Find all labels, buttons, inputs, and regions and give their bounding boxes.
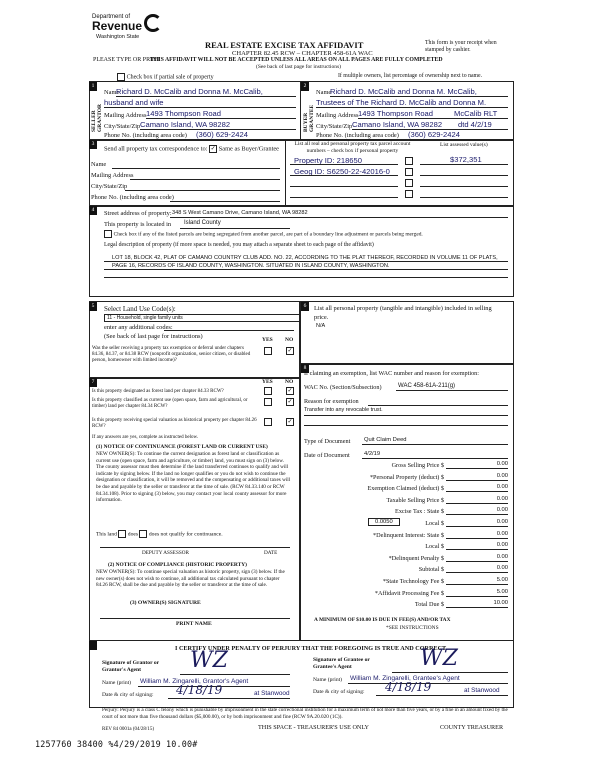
same-as-buyer-checkbox[interactable]: ✓ [210,146,216,152]
county-treasurer: COUNTY TREASURER [440,724,504,731]
tax-row-label: *Delinquent Interest: State $ [373,531,444,539]
logo-name: Revenue [92,19,143,33]
forest-q3-yes-checkbox[interactable] [264,418,272,426]
logo-state: Washington State [96,34,140,40]
tax-row-label: Local $ [425,543,444,551]
segregated-row[interactable] [104,230,423,238]
buyer-address-label: Mailing Address [316,112,359,119]
tax-row-value[interactable]: 0.00 [496,461,508,467]
same-as-buyer-label: Same as Buyer/Grantee [218,145,280,153]
forest-q2: Is this property classified as current use (open space, farm and agricultural, or timber) land per chapter 84.34 RCW? [92,398,248,410]
legal-label: Legal description of property (if more space is needed, you may attach a separate sheet to each page of the affidavit) [104,242,374,248]
street-value[interactable]: 348 S West Camano Drive, Camano Island, WA 98282 [172,210,308,216]
recording-stamp: 1257760 38400 %4/29/2019 10.00# [35,739,198,749]
tax-row-value[interactable]: 0.00 [496,519,508,525]
located-value[interactable]: Island County [184,220,221,226]
tax-row-label: Total Due $ [414,601,444,609]
seller-name-label: Name [104,89,120,96]
this-land-label: This land [96,531,117,538]
tax-correspondence-label: Send all property tax correspondence to: [104,145,208,153]
tax-row-label: Subtotal $ [418,566,444,574]
corr-city-label: City/State/Zip [91,183,128,190]
tax-row-value[interactable]: 5.00 [496,588,508,595]
grantor-name-label: Name (print) [102,680,132,686]
does-label: does [127,531,139,538]
receipt-note: This form is your receipt when stamped by cashier. [425,40,497,53]
seller-address-label: Mailing Address [104,112,147,119]
seller-phone-label: Phone No. (including area code) [104,132,187,139]
owner-signature-label: (3) OWNER(S) SIGNATURE [130,600,201,606]
buyer-dated[interactable]: dtd 4/2/19 [458,120,492,129]
forest-q1: Is this property designated as forest land per chapter 84.33 RCW? [92,389,224,394]
land-use-see-back: (See back of last page for instructions) [104,333,203,340]
seller-name-value-2[interactable]: husband and wife [104,98,164,107]
buyer-trust-note[interactable]: McCalib RLT [454,109,498,118]
doc-date-value[interactable]: 4/2/19 [364,451,381,457]
tax-row-label: Taxable Selling Price $ [386,496,444,504]
grantor-sig-label: Signature of Grantor or Grantor's Agent [102,660,160,673]
grantee-city-value[interactable]: at Stanwood [464,687,500,694]
grantee-name-value[interactable]: William M. Zingarelli, Grantee's Agent [350,675,460,682]
logo-swoosh-icon [144,14,162,32]
wac-label: WAC No. (Section/Subsection) [304,384,382,391]
tax-row-label: *Affidavit Processing Fee $ [374,589,444,597]
corr-address-label: Mailing Address [91,172,134,179]
section-2-number: 2 [301,82,309,91]
buyer-side-label: BUYER GRANTEE [303,104,315,132]
tax-row-value[interactable]: 0.00 [496,542,508,549]
parcels-header: List all real and personal property tax parcel account numbers – check box if personal property [294,141,411,154]
exemption-no-checkbox[interactable]: ✓ [287,348,293,354]
section-8-number: 8 [301,364,309,373]
tax-row-label: *Delinquent Penalty $ [388,554,444,562]
buyer-name-label: Name [316,89,332,96]
section-5-number: 5 [89,302,97,311]
see-back-top: (See back of last page for instructions) [256,64,341,70]
forest-q2-no-checkbox[interactable]: ✓ [287,399,293,405]
form-warning: THIS AFFIDAVIT WILL NOT BE ACCEPTED UNLESS ALL AREAS ON ALL PAGES ARE FULLY COMPLETED [150,57,443,63]
buyer-phone-value[interactable]: (360) 629-2424 [408,130,460,139]
buyer-name-value-2[interactable]: Trustees of The Richard D. McCalib and Donna M. [316,98,487,107]
tax-row-value[interactable]: 0.00 [496,553,508,560]
multiple-owners-note: If multiple owners, list percentage of ownership next to name. [338,73,483,79]
exemption-label: If claiming an exemption, list WAC number and reason for exemption: [304,370,479,377]
forest-q1-yes-checkbox[interactable] [264,387,272,395]
tax-row-value[interactable]: 0.00 [496,484,508,491]
tax-row-value[interactable]: 0.00 [496,530,508,537]
parcel-geo-id[interactable]: Geog ID: S6250-22-42016-0 [294,167,390,176]
seller-address-value[interactable]: 1493 Thompson Road [146,109,222,118]
partial-sale-label: Check box if partial sale of property [126,74,214,81]
tax-row-value[interactable]: 0.00 [496,507,508,514]
property-box [89,205,514,297]
exemption-question: Was the seller receiving a property tax exemption or deferral under chapters 84.36, 84.37, or 84.38 RCW (nonprofit organization, senior citizen, or disabled person, homeowner with limited income)? [92,346,251,364]
tax-row-value[interactable]: 0.00 [496,495,508,502]
segregated-checkbox[interactable] [104,230,112,238]
certify-statement: I CERTIFY UNDER PENALTY OF PERJURY THAT THE FOREGOING IS TRUE AND CORRECT. [175,645,448,652]
parcel-4-personal-checkbox[interactable] [405,190,413,198]
land-use-code[interactable]: 11 - Household, single family units [104,314,300,322]
exemption-yes-checkbox[interactable] [264,347,272,355]
assessed-value[interactable]: $372,351 [450,155,482,164]
grantor-date-label: Date & city of signing: [102,692,154,698]
parcel-3-personal-checkbox[interactable] [405,179,413,187]
doc-type-value[interactable]: Quit Claim Deed [364,437,407,443]
grantee-signature[interactable]: WZ [420,646,458,671]
tax-row-label: *State Technology Fee $ [382,578,444,585]
corr-name-label: Name [91,161,107,168]
additional-codes-label: enter any additional codes: [104,324,173,331]
segregated-note: Check box if any of the listed parcels are being segregated from another parcel, are part of a boundary line adjustment or parcels being merged. [113,231,423,238]
forest-q1-no-checkbox[interactable]: ✓ [287,388,293,394]
buyer-city-label: City/State/Zip [316,123,353,130]
located-label: This property is located in [104,221,172,228]
print-name-label: PRINT NAME [176,621,212,627]
doc-type-label: Type of Document [304,438,351,445]
tax-row-value[interactable]: 10.00 [493,600,508,607]
tax-row-value[interactable]: 0.00 [496,472,508,479]
section-1-number: 1 [89,82,97,91]
tax-row-value[interactable]: 0.00 [496,565,508,572]
grantee-date-value[interactable]: 4/18/19 [385,680,432,694]
grantor-city-value[interactable]: at Stanwood [254,690,290,697]
notice2-title: (2) NOTICE OF COMPLIANCE (HISTORIC PROPERTY) [108,562,247,568]
tax-row-value[interactable]: 5.00 [496,577,508,583]
parcel-property-id[interactable]: Property ID: 218650 [294,156,362,165]
tax-row-label: *Personal Property (deduct) $ [369,473,444,481]
notice1-title: (1) NOTICE OF CONTINUANCE (FOREST LAND OR CURRENT USE) [96,444,268,450]
wac-value[interactable]: WAC 458-61A-211(g) [398,383,456,389]
partial-sale-row[interactable] [117,73,214,81]
section-certify-number [89,641,97,650]
grantor-name-value[interactable]: William M. Zingarelli, Grantor's Agent [140,678,249,685]
seller-name-value[interactable]: Richard D. McCalib and Donna M. McCalib, [116,87,263,96]
notice2-body: NEW OWNER(S): To continue special valuation as historic property, sign (3) below. If the new owner(s) does not wish to continue, all additional tax calculated pursuant to chapter 84.26 RCW, shall be due and payable by the seller or transferor at the time of sale. [96,569,285,589]
partial-sale-checkbox[interactable] [117,73,125,81]
land-use-no: NO [285,337,294,343]
section-7-number: 7 [89,378,97,387]
buyer-phone-label: Phone No. (including area code) [316,132,399,139]
buyer-address-value[interactable]: 1493 Thompson Road [358,109,434,118]
parcel-1-personal-checkbox[interactable] [405,157,413,165]
personal-property-label: List all personal property (tangible and intangible) included in selling price. [314,305,492,321]
corr-phone-label: Phone No. (including area code) [91,194,174,201]
revenue-logo [92,14,162,50]
buyer-name-value[interactable]: Richard D. McCalib and Donna M. McCalib, [330,87,477,96]
forest-q3: Is this property receiving special valuation as historical property per chapter 84.26 RCW? [92,418,257,430]
seller-phone-value[interactable]: (360) 629-2424 [196,130,248,139]
street-label: Street address of property: [104,210,172,217]
grantee-name-label: Name (print) [313,677,343,683]
forest-q3-no-checkbox[interactable]: ✓ [287,419,293,425]
forest-if-yes: If any answers are yes, complete as instructed below. [92,435,199,440]
form-subtitle: CHAPTER 82.45 RCW – CHAPTER 458-61A WAC [232,50,373,57]
buyer-city-value[interactable]: Camano Island, WA 98282 [352,120,443,129]
personal-property-value[interactable]: N/A [316,323,326,329]
deputy-assessor-label: DEPUTY ASSESSOR [142,550,189,556]
forest-q2-yes-checkbox[interactable] [264,398,272,406]
seller-city-label: City/State/Zip [104,123,141,130]
seller-side-label: SELLER GRANTOR [91,103,103,132]
reason-label: Reason for exemption [304,398,359,405]
land-use-yes: YES [262,337,273,343]
treasurer-space: THIS SPACE - TREASURER'S USE ONLY [258,724,370,731]
assessed-header: List assessed value(s) [440,142,488,148]
grantee-sig-label: Signature of Grantee or Grantee's Agent [313,657,370,670]
does-not-checkbox[interactable] [139,530,147,538]
section-6-number: 6 [301,302,309,311]
land-use-label: Select Land Use Code(s): [104,305,176,313]
parcel-2-personal-checkbox[interactable] [405,168,413,176]
form-title: REAL ESTATE EXCISE TAX AFFIDAVIT [205,40,364,50]
notice1-body: NEW OWNER(S): To continue the current designation as forest land or classification as current use (open space, farm and agriculture, or timber) land, you must sign on (3) below. The county assessor must then determine if the land transferred continues to qualify and will indicate by signing below. If the land no longer qualifies or you do not wish to continue the designation or classification, it will be removed and the compensating or additional taxes will be due and payable by the seller or transferor at the time of sale. (RCW 84.33.140 or RCW 84.34.108). Prior to signing (3) below, you may contact your local county assessor for more information. [96,451,291,504]
logo-dept: Department of [92,14,131,20]
deputy-date-label: DATE [264,550,278,556]
does-not-label: does not qualify for continuance. [148,531,223,538]
section-4-number: 4 [89,206,97,215]
legal-value[interactable]: LOT 18, BLOCK 42, PLAT OF CAMANO COUNTRY CLUB ADD. NO. 22, ACCORDING TO THE PLAT THEREOF, RECORDED IN VOLUME 11 OF PLATS, PAGE 16, RECORDS OF ISLAND COUNTY, WASHINGTON. SITUATED IN ISLAND COUNTY, WASHINGTON. [112,255,498,269]
forest-no: NO [285,379,294,385]
local-rate-box[interactable]: 0.0050 [368,518,400,526]
perjury-note: Perjury: Perjury is a class C felony which is punishable by imprisonment in the state correctional institution for a maximum term of not more than five years, or by a fine in an amount fixed by the court of not more than five thousand dollars ($5,000.00), or by both imprisonment and fine (RCW 9A.20.020 (1C)). [102,707,508,720]
continuance-row [96,530,223,538]
does-checkbox[interactable] [118,530,126,538]
grantor-date-value[interactable]: 4/18/19 [176,683,223,697]
type-print: PLEASE TYPE OR PRINT [93,57,161,63]
tax-row-label: Exemption Claimed (deduct) $ [367,485,444,493]
tax-row-label: Gross Selling Price $ [391,462,444,469]
grantee-date-label: Date & city of signing: [313,689,365,695]
reason-value[interactable]: Transfer into any revocable trust. [304,407,383,413]
rev-number: REV 84 0001a (04/28/15) [102,727,154,732]
tax-correspondence-row [104,145,279,153]
tax-row-label: Local $ [425,520,444,527]
minimum-due: A MINIMUM OF $10.00 IS DUE IN FEE(S) AND/OR TAX [314,617,451,623]
doc-date-label: Date of Document [304,452,350,459]
forest-yes: YES [262,379,273,385]
grantor-signature[interactable]: WZ [190,648,228,673]
section-3-number: 3 [89,140,97,149]
seller-city-value[interactable]: Camano Island, WA 98282 [140,120,231,129]
see-instructions: *SEE INSTRUCTIONS [386,625,439,631]
tax-row-label: Excise Tax : State $ [395,508,444,516]
